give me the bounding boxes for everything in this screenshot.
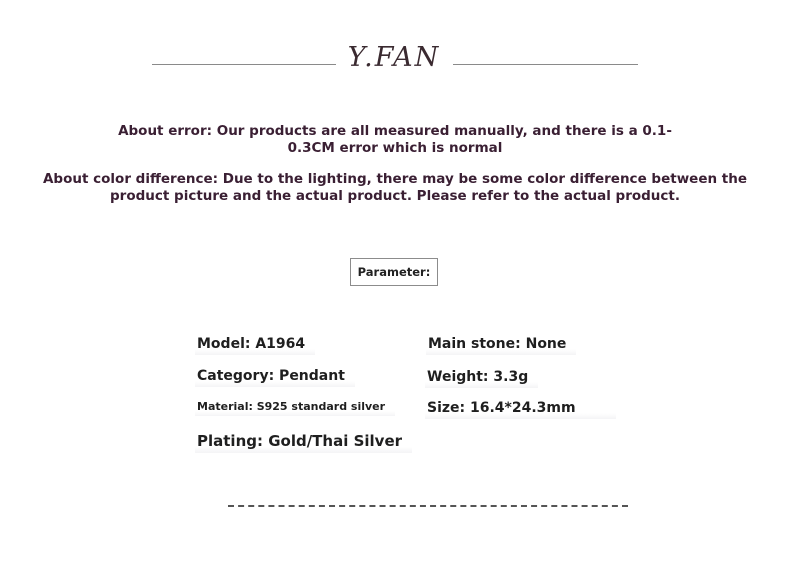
spec-main-stone: Main stone: None [426, 336, 576, 355]
brand-logo: Y.FAN [347, 42, 441, 73]
color-difference-notice: About color difference: Due to the lighting, there may be some color difference between the product picture and the actual product. Please refer to the actual product. [42, 171, 748, 204]
error-notice: About error: Our products are all measured manually, and there is a 0.1-0.3CM error which is normal [118, 123, 672, 156]
spec-category: Category: Pendant [195, 368, 355, 387]
header-rule-left [152, 64, 336, 65]
spec-plating: Plating: Gold/Thai Silver [195, 432, 412, 453]
parameter-label: Parameter: [350, 258, 438, 286]
header-rule-right [453, 64, 638, 65]
spec-weight: Weight: 3.3g [425, 369, 538, 388]
dashed-divider [228, 505, 628, 507]
spec-model: Model: A1964 [195, 336, 315, 355]
spec-size: Size: 16.4*24.3mm [425, 400, 616, 419]
spec-material: Material: S925 standard silver [195, 400, 395, 416]
